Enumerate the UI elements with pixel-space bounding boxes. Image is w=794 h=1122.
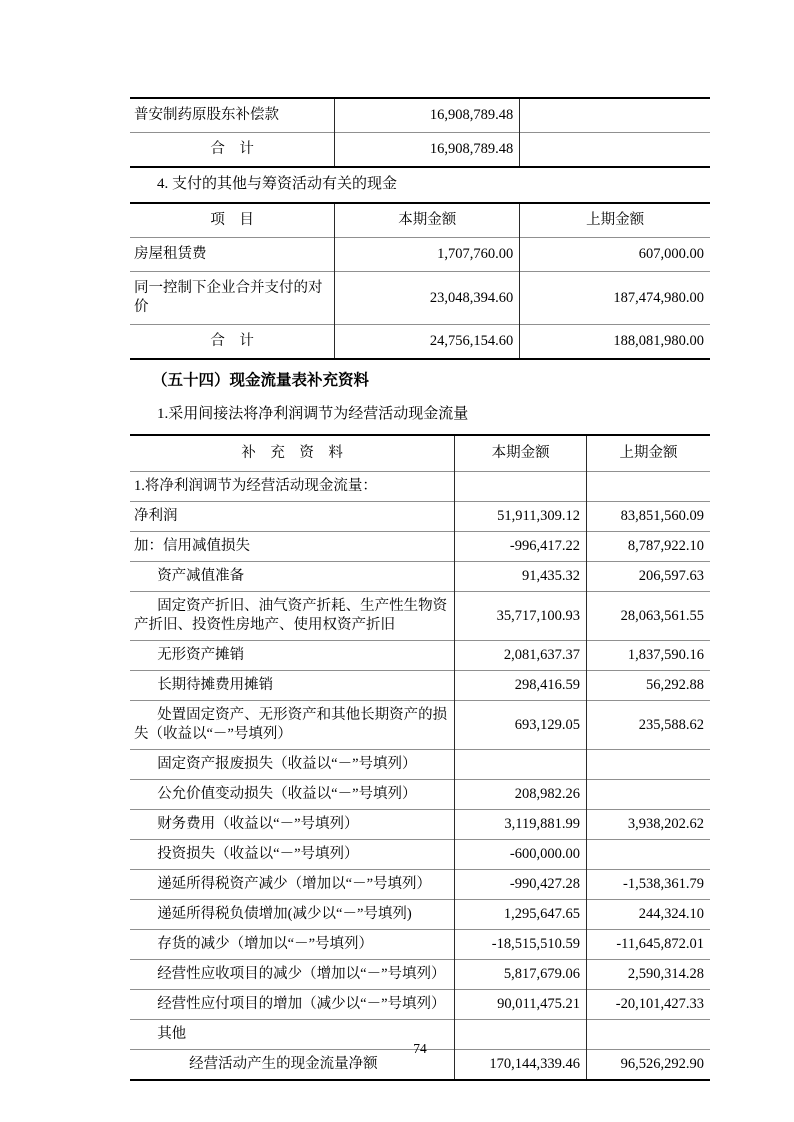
- row-current-amount: 91,435.32: [455, 562, 587, 592]
- table-row: [130, 701, 710, 750]
- row-current-amount: -18,515,510.59: [455, 930, 587, 960]
- table-row: [130, 840, 710, 870]
- table-row: [130, 472, 710, 502]
- row-prior-amount: [520, 98, 710, 133]
- row-label: 财务费用（收益以“－”号填列）: [130, 810, 455, 840]
- table-row: [130, 592, 710, 641]
- row-label: 其他: [130, 1020, 455, 1050]
- row-prior-amount: -11,645,872.01: [586, 930, 710, 960]
- row-prior-amount: [586, 750, 710, 780]
- row-current-amount: 35,717,100.93: [455, 592, 587, 641]
- row-current-amount: 90,011,475.21: [455, 990, 587, 1020]
- row-prior-amount: 607,000.00: [520, 238, 710, 272]
- row-label: 经营性应付项目的增加（减少以“－”号填列）: [130, 990, 455, 1020]
- table-row: [130, 810, 710, 840]
- row-prior-amount: [586, 472, 710, 502]
- row-label: 净利润: [130, 502, 455, 532]
- column-header-prior: 上期金额: [619, 445, 678, 461]
- row-label: 存货的减少（增加以“－”号填列）: [130, 930, 455, 960]
- row-label: 投资损失（收益以“－”号填列）: [130, 840, 455, 870]
- table-row: [130, 238, 710, 272]
- table-row-total: [130, 325, 710, 360]
- row-current-amount: 24,756,154.60: [335, 325, 520, 360]
- row-label: 房屋租赁费: [130, 238, 335, 272]
- row-current-amount: 5,817,679.06: [455, 960, 587, 990]
- table-row: [130, 960, 710, 990]
- row-prior-amount: 28,063,561.55: [586, 592, 710, 641]
- row-current-amount: [455, 472, 587, 502]
- sub-heading: 1.采用间接法将净利润调节为经营活动现金流量: [157, 406, 469, 422]
- row-label: 固定资产报废损失（收益以“－”号填列）: [130, 750, 455, 780]
- row-label: 经营性应收项目的减少（增加以“－”号填列）: [130, 960, 455, 990]
- row-label: 1.将净利润调节为经营活动现金流量：: [130, 472, 455, 502]
- column-header-prior: 上期金额: [586, 212, 645, 228]
- row-prior-amount: 206,597.63: [586, 562, 710, 592]
- row-label: 无形资产摊销: [130, 641, 455, 671]
- row-current-amount: 16,908,789.48: [335, 133, 520, 168]
- table-row: [130, 930, 710, 960]
- table-row: [130, 562, 710, 592]
- row-prior-amount: 96,526,292.90: [586, 1050, 710, 1081]
- row-prior-amount: 8,787,922.10: [586, 532, 710, 562]
- row-current-amount: 23,048,394.60: [335, 272, 520, 325]
- row-prior-amount: 187,474,980.00: [520, 272, 710, 325]
- row-current-amount: 693,129.05: [455, 701, 587, 750]
- row-label: 公允价值变动损失（收益以“－”号填列）: [130, 780, 455, 810]
- row-current-amount: 298,416.59: [455, 671, 587, 701]
- column-header-item: 补 充 资 料: [130, 435, 455, 472]
- row-prior-amount: [520, 133, 710, 168]
- row-label: 处置固定资产、无形资产和其他长期资产的损失（收益以“－”号填列）: [130, 701, 455, 750]
- row-prior-amount: -20,101,427.33: [586, 990, 710, 1020]
- row-current-amount: 3,119,881.99: [455, 810, 587, 840]
- table-row: [130, 990, 710, 1020]
- table-row: [130, 780, 710, 810]
- row-current-amount: 1,707,760.00: [335, 238, 520, 272]
- row-prior-amount: 2,590,314.28: [586, 960, 710, 990]
- row-current-amount: -990,427.28: [455, 870, 587, 900]
- row-label: 递延所得税负债增加(减少以“－”号填列): [130, 900, 455, 930]
- row-prior-amount: 188,081,980.00: [520, 325, 710, 360]
- row-current-amount: -996,417.22: [455, 532, 587, 562]
- table-supplement: [130, 434, 710, 1081]
- table-row: [130, 900, 710, 930]
- row-prior-amount: [586, 780, 710, 810]
- row-prior-amount: 244,324.10: [586, 900, 710, 930]
- row-label: 长期待摊费用摊销: [130, 671, 455, 701]
- column-header-current: 本期金额: [455, 435, 587, 472]
- row-prior-amount: [586, 840, 710, 870]
- column-header-item: 项 目: [130, 203, 335, 238]
- row-prior-amount: 3,938,202.62: [586, 810, 710, 840]
- row-label: 递延所得税资产减少（增加以“－”号填列）: [130, 870, 455, 900]
- row-current-amount: 208,982.26: [455, 780, 587, 810]
- table-row: [130, 641, 710, 671]
- row-current-amount: 16,908,789.48: [335, 98, 520, 133]
- table-header-row: [130, 203, 710, 238]
- section-heading: （五十四）现金流量表补充资料: [152, 372, 370, 389]
- page-number: 74: [413, 1041, 427, 1056]
- row-current-amount: [455, 750, 587, 780]
- row-current-amount: 170,144,339.46: [455, 1050, 587, 1081]
- row-prior-amount: 1,837,590.16: [586, 641, 710, 671]
- row-label: 合 计: [130, 325, 335, 360]
- table-row-total: [130, 133, 710, 168]
- table-row: [130, 870, 710, 900]
- row-prior-amount: 83,851,560.09: [586, 502, 710, 532]
- table-row: [130, 98, 710, 133]
- table-row: [130, 532, 710, 562]
- row-prior-amount: -1,538,361.79: [586, 870, 710, 900]
- table-financing-other-cash: [130, 202, 710, 360]
- row-label: 普安制药原股东补偿款: [130, 98, 335, 133]
- heading-item4: 4. 支付的其他与筹资活动有关的现金: [157, 176, 398, 192]
- table-row: [130, 502, 710, 532]
- table-other-payments-top: [130, 97, 710, 168]
- table-row: [130, 671, 710, 701]
- row-current-amount: 51,911,309.12: [455, 502, 587, 532]
- row-prior-amount: 56,292.88: [586, 671, 710, 701]
- row-current-amount: -600,000.00: [455, 840, 587, 870]
- table-row: [130, 272, 710, 325]
- table-row: [130, 750, 710, 780]
- row-label: 经营活动产生的现金流量净额: [130, 1050, 455, 1081]
- row-label: 固定资产折旧、油气资产折耗、生产性生物资产折旧、投资性房地产、使用权资产折旧: [130, 592, 455, 641]
- row-label: 资产减值准备: [130, 562, 455, 592]
- row-prior-amount: 235,588.62: [586, 701, 710, 750]
- row-current-amount: 2,081,637.37: [455, 641, 587, 671]
- row-label: 合 计: [130, 133, 335, 168]
- row-label: 加：信用减值损失: [130, 532, 455, 562]
- row-current-amount: 1,295,647.65: [455, 900, 587, 930]
- column-header-current: 本期金额: [335, 203, 520, 238]
- table-header-row: [130, 435, 710, 472]
- row-label: 同一控制下企业合并支付的对价: [130, 272, 335, 325]
